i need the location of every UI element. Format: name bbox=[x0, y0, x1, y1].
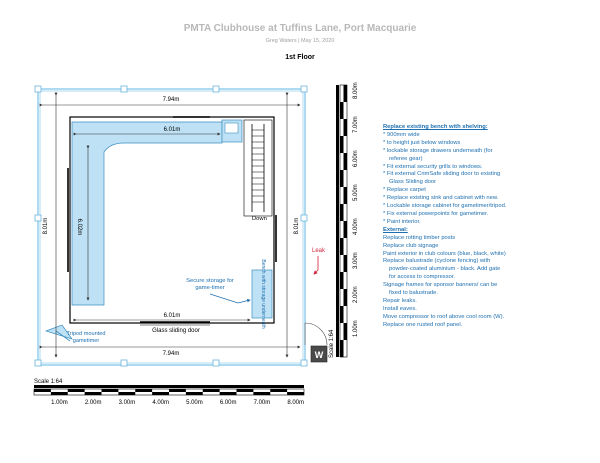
scale-segment bbox=[344, 153, 348, 170]
scale-segment bbox=[237, 389, 254, 392]
scale-segment bbox=[203, 389, 220, 392]
tripod-label: Tripod mounted gametimer bbox=[66, 331, 106, 344]
scale-tick-label: 4.00m bbox=[353, 218, 359, 235]
scale-tick-label: 1.00m bbox=[51, 400, 68, 406]
scale-segment bbox=[344, 85, 348, 102]
note-line: fixed to balustrade. bbox=[389, 290, 438, 297]
vertical-scale-label: Scale 1:64 bbox=[329, 329, 335, 358]
bench-storage-label: Bench with storage underneath bbox=[260, 259, 266, 329]
bench-bottom-length: 6.01m bbox=[163, 313, 181, 319]
door-swing bbox=[305, 323, 327, 345]
note-line: Install eaves. bbox=[383, 305, 417, 312]
scale-segment bbox=[340, 102, 344, 119]
note-line: Paint exterior in club colours (blue, black, white) bbox=[383, 250, 506, 257]
note-line: Glass Sliding door bbox=[389, 179, 437, 186]
note-line: * 900mm wide bbox=[383, 131, 420, 138]
secure-storage-line: Secure storage for bbox=[186, 278, 234, 284]
note-line: * Lockable storage cabinet for gametimer/tripod. bbox=[383, 203, 507, 210]
note-line: * Replace existing sink and cabinet with new. bbox=[383, 195, 499, 202]
bench-top-length: 6.01m bbox=[163, 127, 181, 133]
note-line: Signage frames for sponsor banners/ can be bbox=[383, 282, 498, 289]
scale-tick-label: 2.00m bbox=[353, 286, 359, 303]
sink-icon bbox=[225, 123, 238, 133]
note-line: Replace club signage bbox=[383, 242, 439, 249]
note-line: * Paint interior. bbox=[383, 218, 421, 225]
scale-tick-label: 1.00m bbox=[353, 320, 359, 337]
leak-arrow bbox=[314, 256, 318, 274]
scale-segment bbox=[340, 340, 344, 357]
bottom-width-label: 7.94m bbox=[162, 351, 180, 357]
scale-segment bbox=[220, 392, 237, 395]
scale-segment bbox=[340, 204, 344, 221]
scale-tick-label: 2.00m bbox=[84, 400, 102, 406]
scale-segment bbox=[344, 323, 348, 340]
scale-segment bbox=[287, 392, 304, 395]
note-line: * Fit external security grills to windows. bbox=[383, 163, 483, 170]
note-line: * to height just below windows bbox=[383, 139, 461, 146]
byline: Greg Waters | May 15, 2020 bbox=[265, 38, 335, 44]
scale-tick-label: 3.00m bbox=[118, 400, 136, 406]
page-title: PMTA Clubhouse at Tuffins Lane, Port Macquarie bbox=[183, 23, 417, 34]
glass-door-label: Glass sliding door bbox=[152, 328, 200, 334]
scale-segment bbox=[344, 255, 348, 272]
left-height-label: 8.01m bbox=[43, 217, 49, 235]
scale-segment bbox=[68, 389, 85, 392]
note-line: Replace balustrade (cyclone fencing) with bbox=[383, 258, 491, 265]
note-line: Repair leaks. bbox=[383, 297, 417, 304]
horizontal-scale-bar bbox=[34, 385, 304, 395]
scale-tick-label: 4.00m bbox=[152, 400, 169, 406]
notes-heading: Replace existing bench with shelving: bbox=[383, 124, 488, 130]
note-line: * Fix external powerpoints for gametimer. bbox=[383, 210, 489, 217]
note-line: Replace rotting timber posts bbox=[383, 234, 456, 241]
scale-segment bbox=[344, 187, 348, 204]
note-line: Replace one rusted roof panel. bbox=[383, 321, 463, 328]
stairs-down-label: Down bbox=[252, 216, 267, 222]
scale-segment bbox=[152, 392, 169, 395]
notes-panel bbox=[383, 124, 583, 330]
right-height-label: 8.01m bbox=[294, 217, 300, 235]
w-marker-label: W bbox=[314, 350, 324, 360]
scale-segment bbox=[102, 389, 119, 392]
scale-segment bbox=[340, 306, 344, 323]
note-line: * Fit external CrimSafe sliding door to existing bbox=[383, 171, 501, 178]
scale-tick-label: 6.00m bbox=[219, 400, 237, 406]
external-heading: External: bbox=[383, 226, 408, 233]
floor-label: 1st Floor bbox=[285, 54, 315, 61]
vertical-scale-bar bbox=[336, 85, 347, 357]
scale-segment bbox=[34, 389, 51, 392]
note-line: * lockable storage drawers underneath (for bbox=[383, 147, 493, 154]
leak-label: Leak bbox=[312, 248, 326, 254]
scale-segment bbox=[186, 392, 203, 395]
note-line: * Replace carpet bbox=[383, 187, 426, 194]
note-line: powder-coated aluminium - black. Add gate bbox=[389, 266, 501, 273]
scale-segment bbox=[51, 392, 68, 395]
scale-segment bbox=[118, 392, 135, 395]
stairs bbox=[244, 120, 272, 216]
scale-tick-label: 8.00m bbox=[287, 400, 304, 406]
scale-tick-label: 5.00m bbox=[353, 184, 359, 201]
note-line: Move compressor to roof above cool room (W). bbox=[383, 313, 505, 320]
scale-tick-label: 8.00m bbox=[353, 82, 359, 99]
scale-segment bbox=[135, 389, 152, 392]
scale-segment bbox=[270, 389, 287, 392]
scale-tick-label: 6.00m bbox=[353, 150, 359, 167]
scale-segment bbox=[340, 272, 344, 289]
scale-segment bbox=[253, 392, 270, 395]
scale-segment bbox=[340, 136, 344, 153]
top-width-label: 7.94m bbox=[162, 97, 180, 103]
scale-tick-label: 3.00m bbox=[353, 252, 359, 269]
scale-segment bbox=[340, 238, 344, 255]
scale-segment bbox=[344, 119, 348, 136]
secure-storage-line: game-timer bbox=[195, 285, 225, 291]
note-line: for access to compressor. bbox=[389, 274, 456, 281]
scale-segment bbox=[85, 392, 102, 395]
scale-tick-label: 7.00m bbox=[353, 116, 359, 133]
scale-tick-label: 5.00m bbox=[186, 400, 203, 406]
note-line: referee gear) bbox=[389, 155, 423, 162]
scale-segment bbox=[344, 221, 348, 238]
scale-segment bbox=[344, 289, 348, 306]
scale-tick-label: 7.00m bbox=[253, 400, 271, 406]
scale-segment bbox=[169, 389, 186, 392]
scale-segment bbox=[340, 170, 344, 187]
scale-label: Scale 1:64 bbox=[34, 379, 63, 385]
bench-side-length: 6.02m bbox=[76, 218, 82, 236]
